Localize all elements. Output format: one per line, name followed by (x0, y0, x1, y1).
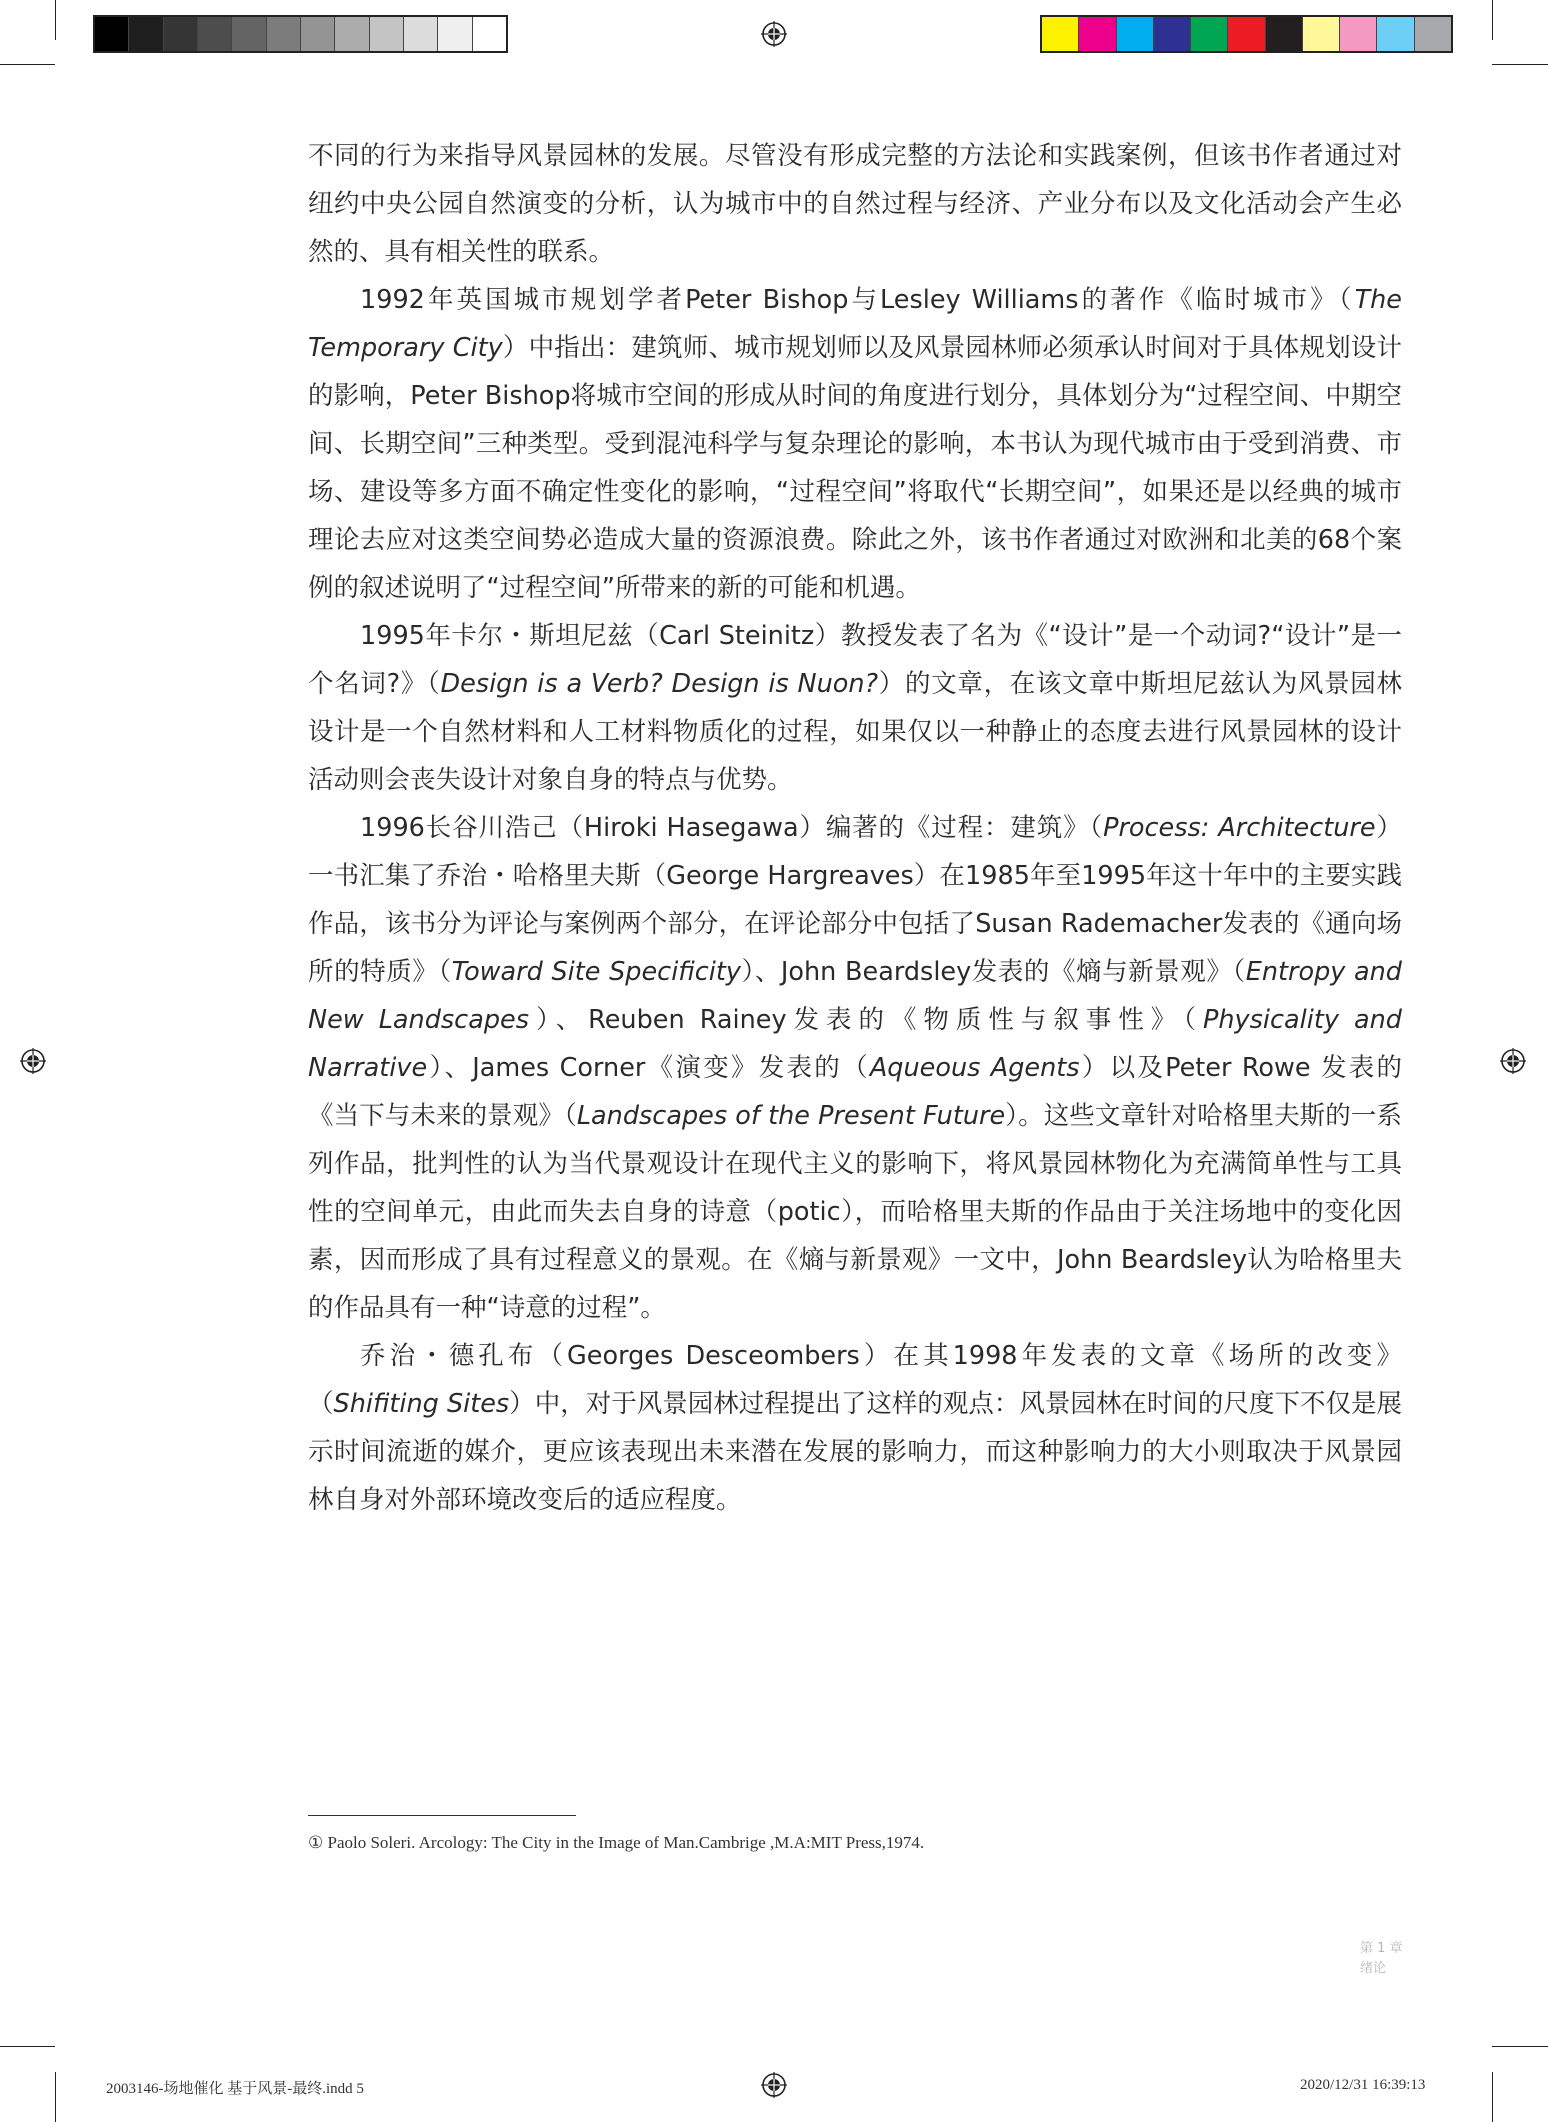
gray-swatch (473, 17, 506, 51)
gray-swatch (301, 17, 335, 51)
paragraph (308, 276, 1402, 612)
text-run: 1996长谷川浩己（Hiroki Hasegawa）编著的《过程：建筑》（ (360, 813, 1104, 843)
slug-filename: 2003146-场地催化 基于风景-最终.indd 5 (106, 2081, 364, 2097)
color-swatch (1117, 17, 1154, 51)
crop-mark (55, 2072, 56, 2122)
text-run: ）中，对于风景园林过程提出了这样的观点：风景园林在时间的尺度下不仅是展示时间流逝的媒介，更应该表现出未来潜在发展的影响力，而这种影响力的大小则取决于风景园林自身对外部环境改变后的适应程度。 (308, 1389, 1402, 1515)
color-swatch (1340, 17, 1377, 51)
italic-title: Design is a Verb? Design is Nuon? (440, 669, 879, 699)
gray-swatch (335, 17, 369, 51)
color-swatch (1303, 17, 1340, 51)
crop-mark (1492, 2072, 1493, 2122)
color-swatch (1415, 17, 1451, 51)
body-text (308, 132, 1402, 1524)
text-run: 乔治・德孔布（Georges Desceombers）在其1998年发表的文章《场所的改变》（ (308, 1341, 1402, 1419)
crop-mark (1492, 0, 1493, 40)
footnote: ① Paolo Soleri. Arcology: The City in the Image of Man.Cambrige ,M.A:MIT Press,1974. (308, 1833, 925, 1852)
italic-title: Landscapes of the Present Future (576, 1101, 1006, 1131)
color-swatch (1266, 17, 1303, 51)
text-run: ）、James Corner《演变》发表的（ (427, 1053, 870, 1083)
running-head (1360, 1939, 1420, 1979)
paragraph (308, 1332, 1402, 1524)
gray-swatch (404, 17, 438, 51)
text-run: ）中指出：建筑师、城市规划师以及风景园林师必须承认时间对于具体规划设计的影响，Peter Bishop将城市空间的形成从时间的角度进行划分，具体划分为“过程空间、中期空间、长期空间”三种类型。受到混沌科学与复杂理论的影响，本书认为现代城市由于受到消费、市场、建设等多方面不确定性变化的影响，“过程空间”将取代“长期空间”，如果还是以经典的城市理论去应对这类空间势必造成大量的资源浪费。除此之外，该书作者通过对欧洲和北美的68个案例的叙述说明了“过程空间”所带来的新的可能和机遇。 (308, 333, 1402, 603)
color-swatch (1228, 17, 1265, 51)
text-run: 1992年英国城市规划学者Peter Bishop与Lesley Williams的著作《临时城市》（ (360, 285, 1355, 315)
gray-swatch (438, 17, 472, 51)
crop-mark (1492, 2046, 1548, 2047)
text-run: 1995年卡尔・斯坦尼兹（Carl Steinitz）教授发表了名为《“设计”是一个动词?“设计”是一个名词?》（ (308, 621, 1402, 699)
process-color-bar (1040, 15, 1453, 53)
color-swatch (1191, 17, 1228, 51)
text-run: ）一书汇集了乔治・哈格里夫斯（George Hargreaves）在1985年至1995年这十年中的主要实践作品，该书分为评论与案例两个部分，在评论部分中包括了Susan Rademacher发表的《通向场所的特质》（ (308, 813, 1402, 987)
color-swatch (1377, 17, 1414, 51)
gray-swatch (164, 17, 198, 51)
text-run: ）、John Beardsley发表的《熵与新景观》（ (740, 957, 1246, 987)
crop-mark (0, 64, 55, 65)
italic-title: Entropy and New Landscapes (308, 957, 1402, 1035)
gray-swatch (129, 17, 163, 51)
italic-title: Process: Architecture (1103, 813, 1376, 843)
running-head-title: 绪论 (1360, 1961, 1387, 1976)
gray-swatch (95, 17, 129, 51)
gray-swatch (232, 17, 266, 51)
footnote-rule (308, 1815, 576, 1816)
crop-mark (55, 0, 56, 40)
text-run: ）。这些文章针对哈格里夫斯的一系列作品，批判性的认为当代景观设计在现代主义的影响下，将风景园林物化为充满简单性与工具性的空间单元，由此而失去自身的诗意（potic），而哈格里夫斯的作品由于关注场地中的变化因素，因而形成了具有过程意义的景观。在《熵与新景观》一文中，John Beardsley认为哈格里夫的作品具有一种“诗意的过程”。 (308, 1101, 1402, 1323)
text-run: ）的文章，在该文章中斯坦尼兹认为风景园林设计是一个自然材料和人工材料物质化的过程，如果仅以一种静止的态度去进行风景园林的设计活动则会丧失设计对象自身的特点与优势。 (308, 669, 1402, 795)
paragraph (308, 132, 1402, 276)
color-swatch (1042, 17, 1079, 51)
text-run: ）以及Peter Rowe 发表的《当下与未来的景观》（ (308, 1053, 1403, 1131)
italic-title: Shifiting Sites (333, 1389, 510, 1419)
grayscale-color-bar (93, 15, 508, 53)
text-run: 不同的行为来指导风景园林的发展。尽管没有形成完整的方法论和实践案例，但该书作者通过对纽约中央公园自然演变的分析，认为城市中的自然过程与经济、产业分布以及文化活动会产生必然的、具有相关性的联系。 (308, 141, 1402, 267)
crop-mark (0, 2046, 55, 2047)
gray-swatch (370, 17, 404, 51)
registration-mark-icon (761, 21, 787, 47)
slug-datetime: 2020/12/31 16:39:13 (1300, 2077, 1426, 2093)
color-swatch (1079, 17, 1116, 51)
registration-mark-icon (20, 1048, 46, 1074)
paragraph (308, 804, 1402, 1332)
gray-swatch (267, 17, 301, 51)
italic-title: Toward Site Specificity (451, 957, 741, 987)
running-head-chapter: 第 1 章 (1360, 1941, 1403, 1956)
italic-title: Aqueous Agents (869, 1053, 1080, 1083)
text-run: ）、Reuben Rainey发表的《物质性与叙事性》（ (528, 1005, 1204, 1035)
italic-title: Physicality and Narrative (308, 1005, 1402, 1083)
color-swatch (1154, 17, 1191, 51)
crop-mark (1492, 64, 1548, 65)
registration-mark-icon (761, 2072, 787, 2098)
registration-mark-icon (1500, 1048, 1526, 1074)
paragraph (308, 612, 1402, 804)
italic-title: The Temporary City (308, 285, 1402, 363)
gray-swatch (198, 17, 232, 51)
